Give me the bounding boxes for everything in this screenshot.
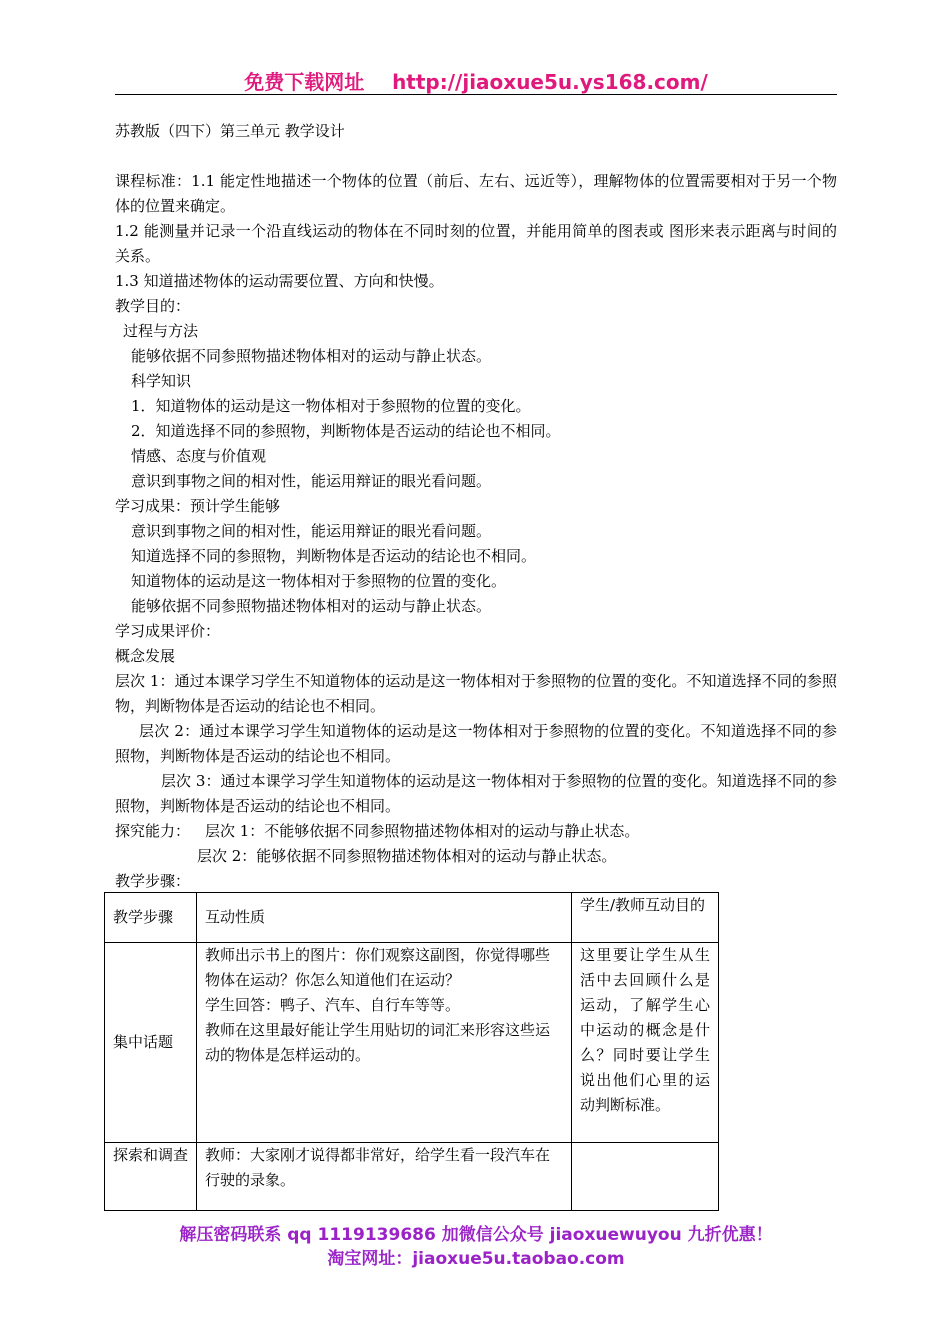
row-interaction: 教师：大家刚才说得都非常好，给学生看一段汽车在行驶的录象。 (197, 1143, 572, 1211)
outcome-4: 能够依据不同参照物描述物体相对的运动与静止状态。 (131, 597, 492, 615)
standard-3: 1.3 知道描述物体的运动需要位置、方向和快慢。 (115, 272, 444, 290)
knowledge-heading: 科学知识 (131, 372, 192, 390)
outcome-3: 知道物体的运动是这一物体相对于参照物的位置的变化。 (131, 572, 507, 590)
table-row (105, 1143, 719, 1211)
standard-1: 课程标准：1.1 能定性地描述一个物体的位置（前后、左右、远近等），理解物体的位置需要相对于另一个物体的位置来确定。 (115, 172, 837, 215)
explore-level-2: 层次 2：能够依据不同参照物描述物体相对的运动与静止状态。 (197, 847, 617, 865)
values-heading: 情感、态度与价值观 (131, 447, 267, 465)
teaching-steps-table (104, 892, 719, 1211)
document-body (115, 119, 837, 894)
header-cell-interaction: 互动性质 (197, 893, 572, 943)
concept-level-1: 层次 1：通过本课学习学生不知道物体的运动是这一物体相对于参照物的位置的变化。不知道选择不同的参照物，判断物体是否运动的结论也不相同。 (115, 672, 837, 715)
doc-title: 苏教版（四下）第三单元 教学设计 (115, 122, 345, 140)
goals-heading: 教学目的： (115, 297, 191, 315)
row-step: 集中话题 (105, 943, 197, 1143)
header-cell-purpose: 学生/教师互动目的 (572, 893, 719, 943)
concept-level-2: 层次 2：通过本课学习学生知道物体的运动是这一物体相对于参照物的位置的变化。不知道选择不同的参照物，判断物体是否运动的结论也不相同。 (115, 722, 837, 765)
header-banner (115, 66, 837, 95)
standard-2: 1.2 能测量并记录一个沿直线运动的物体在不同时刻的位置，并能用简单的图表或 图形来表示距离与时间的关系。 (115, 222, 837, 265)
row-interaction: 教师出示书上的图片：你们观察这副图，你觉得哪些物体在运动？你怎么知道他们在运动？ 学生回答：鸭子、汽车、自行车等等。 教师在这里最好能让学生用贴切的词汇来形容这些运动的物体是怎样运动的。 (197, 943, 572, 1143)
row-purpose (572, 1143, 719, 1211)
explore-level-1: 层次 1：不能够依据不同参照物描述物体相对的运动与静止状态。 (205, 822, 640, 840)
knowledge-item-2: 2．知道选择不同的参照物，判断物体是否运动的结论也不相同。 (131, 422, 561, 440)
outcome-2: 知道选择不同的参照物，判断物体是否运动的结论也不相同。 (131, 547, 537, 565)
header-cell-step: 教学步骤 (105, 893, 197, 943)
concept-heading: 概念发展 (115, 647, 176, 665)
row-step: 探索和调查 (105, 1143, 197, 1211)
outcomes-heading: 学习成果：预计学生能够 (115, 497, 281, 515)
values-text: 意识到事物之间的相对性，能运用辩证的眼光看问题。 (131, 472, 492, 490)
process-text: 能够依据不同参照物描述物体相对的运动与静止状态。 (131, 347, 492, 365)
header-divider (115, 94, 837, 95)
footer-shop-link[interactable]: 淘宝网址：jiaoxue5u.taobao.com (327, 1249, 625, 1269)
process-heading: 过程与方法 (123, 322, 199, 340)
footer-promo-line: 解压密码联系 qq 1119139686 加微信公众号 jiaoxuewuyou 九折优惠！ (179, 1225, 773, 1245)
header-url-link[interactable]: http://jiaoxue5u.ys168.com/ (392, 70, 708, 94)
table-header-row (105, 893, 719, 943)
concept-level-3: 层次 3：通过本课学习学生知道物体的运动是这一物体相对于参照物的位置的变化。知道选择不同的参照物，判断物体是否运动的结论也不相同。 (115, 772, 837, 815)
table-row (105, 943, 719, 1143)
explore-row (115, 819, 837, 844)
row-purpose: 这里要让学生从生活中去回顾什么是运动，了解学生心中运动的概念是什么？同时要让学生说出他们心里的运动判断标准。 (572, 943, 719, 1143)
evaluation-heading: 学习成果评价： (115, 622, 221, 640)
header-label: 免费下载网址 (244, 70, 365, 94)
outcome-1: 意识到事物之间的相对性，能运用辩证的眼光看问题。 (131, 522, 492, 540)
knowledge-item-1: 1．知道物体的运动是这一物体相对于参照物的位置的变化。 (131, 397, 531, 415)
explore-label: 探究能力： (115, 822, 191, 840)
steps-heading: 教学步骤： (115, 872, 191, 890)
